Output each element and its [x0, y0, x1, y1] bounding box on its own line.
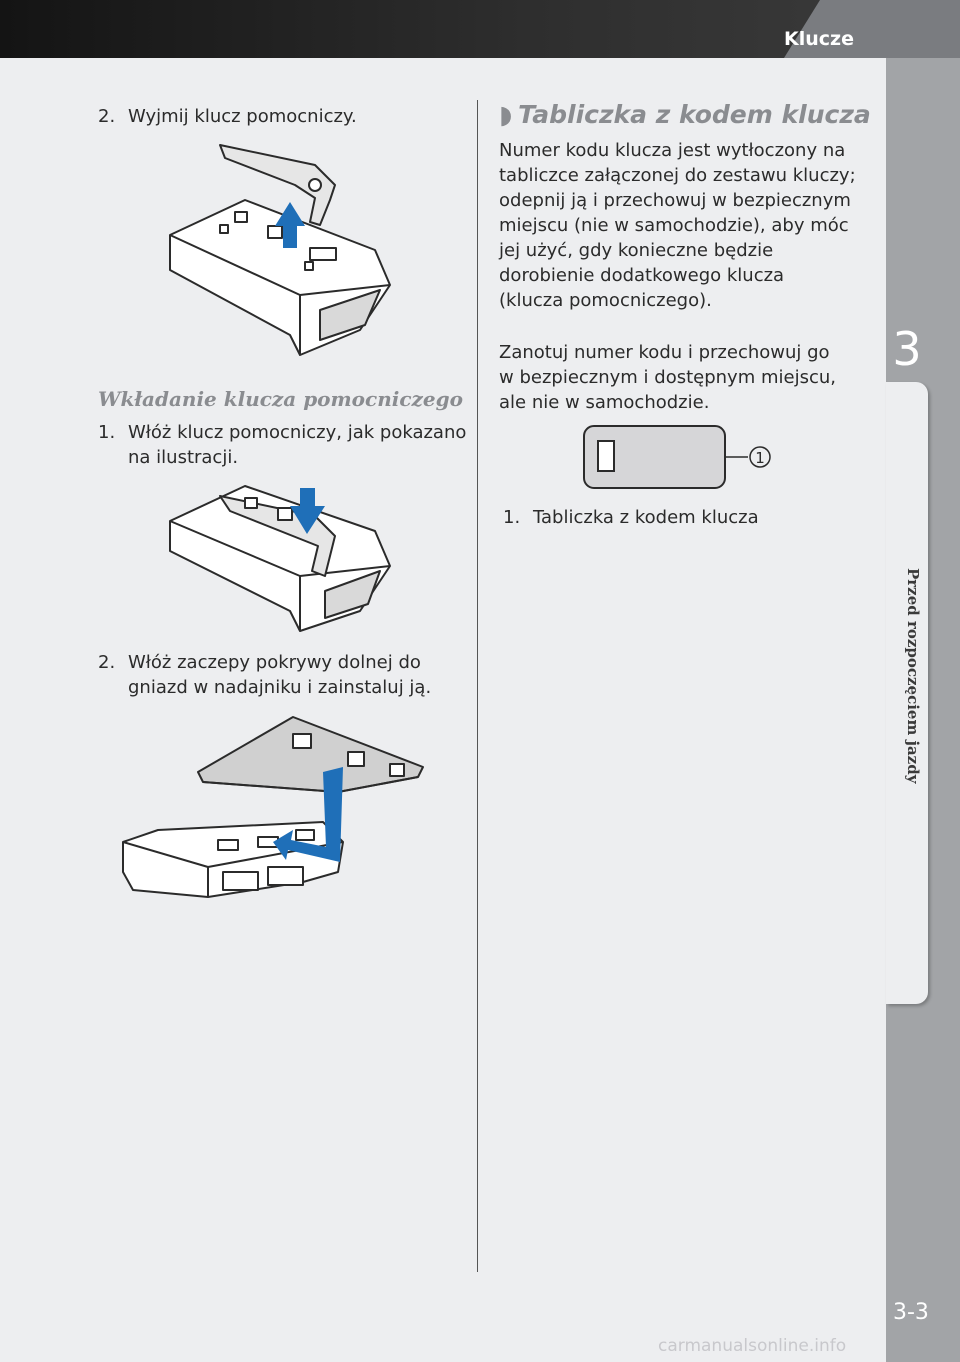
figure-remove-key	[150, 130, 410, 362]
chapter-title: Przed rozpoczęciem jazdy	[904, 568, 922, 784]
paragraph-line: ale nie w samochodzie.	[499, 392, 710, 413]
paragraph-line: miejscu (nie w samochodzie), aby móc	[499, 215, 849, 236]
step-text-line2: na ilustracji.	[128, 447, 239, 468]
paragraph-line: Numer kodu klucza jest wytłoczony na	[499, 140, 846, 161]
paragraph-line: tabliczce załączonej do zestawu kluczy;	[499, 165, 856, 186]
step-text-line1: Włóż zaczepy pokrywy dolnej do	[128, 652, 421, 673]
paragraph-line: w bezpiecznym i dostępnym miejscu,	[499, 367, 836, 388]
heading-marker-icon: ◗	[499, 100, 513, 129]
paragraph-record-code	[499, 340, 869, 415]
subheading-insert-key: Wkładanie klucza pomocniczego	[98, 387, 463, 411]
paragraph-line: (klucza pomocniczego).	[499, 290, 712, 311]
figure-key-code-plate	[582, 424, 782, 492]
paragraph-line: Zanotuj numer kodu i przechowuj go	[499, 342, 830, 363]
caption-text: Tabliczka z kodem klucza	[533, 507, 759, 528]
step-text-line2: gniazd w nadajniku i zainstaluj ją.	[128, 677, 432, 698]
step-text-line1: Włóż klucz pomocniczy, jak pokazano	[128, 422, 467, 443]
step-insert-1	[98, 420, 468, 472]
step-number: 2.	[98, 106, 116, 127]
paragraph-line: jej użyć, gdy konieczne będzie	[499, 240, 774, 261]
step-remove-key	[98, 104, 468, 130]
paragraph-key-code-info	[499, 138, 869, 313]
chapter-number: 3	[892, 322, 922, 376]
figure-insert-key	[150, 476, 410, 636]
step-text: Wyjmij klucz pomocniczy.	[128, 106, 357, 127]
step-insert-2	[98, 650, 468, 702]
section-heading-key-code-plate	[499, 100, 871, 129]
paragraph-line: dorobienie dodatkowego klucza	[499, 265, 785, 286]
paragraph-line: odepnij ją i przechowuj w bezpiecznym	[499, 190, 851, 211]
page-number: 3-3	[893, 1300, 929, 1325]
step-number: 2.	[98, 652, 116, 673]
column-divider	[477, 100, 478, 1272]
heading-text: Tabliczka z kodem klucza	[518, 100, 871, 129]
page-section-title: Klucze	[784, 28, 854, 50]
step-number: 1.	[98, 422, 116, 443]
caption-number: 1.	[503, 507, 521, 528]
figure-install-cover	[118, 712, 438, 902]
callout-number: 1	[755, 449, 765, 467]
watermark: carmanualsonline.info	[658, 1336, 847, 1356]
caption-key-code-plate	[503, 505, 863, 531]
